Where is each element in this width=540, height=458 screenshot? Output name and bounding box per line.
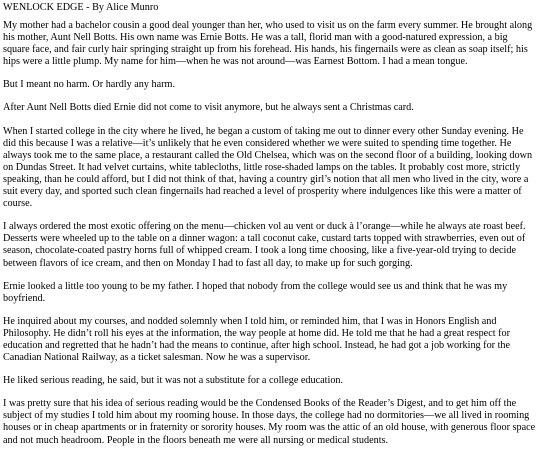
- paragraph: But I meant no harm. Or hardly any harm.: [3, 79, 176, 91]
- paragraph: After Aunt Nell Botts died Ernie did not come to visit anymore, but he always sent a Christmas card.: [3, 102, 414, 114]
- paragraph: He liked serious reading, he said, but it was not a substitute for a college education.: [3, 375, 344, 387]
- paragraph: I always ordered the most exotic offering on the menu—chicken vol au vent or duck à l’orange—while he always ate roast beef. Desserts were wheeled up to the table on a dinner wagon: a tall coconut cake, custard tarts topped with strawberries, even out of season, chocolate-coated pastry horns full of whipped cream. I took a long time choosing, like a five-year-old trying to decide between flavors of ice cream, and then on Monday I had to fast all day, to make up for such gorging.: [3, 221, 526, 269]
- paragraph: He inquired about my courses, and nodded solemnly when I told him, or reminded him, that I was in Honors English and Philosophy. He didn’t roll his eyes at the information, the way people at home did. He told me that he had a great respect for education and regretted that he hadn’t had the means to continue, after high school. Instead, he had got a job working for the Canadian National Railway, as a ticket salesman. Now he was a supervisor.: [3, 315, 511, 364]
- paragraph: I was pretty sure that his idea of serious reading would be the Condensed Books of the Reader’s Digest, and to get him off the subject of my studies I told him about my rooming house. In those days, the college had no dormitories—we all lived in rooming houses or in cheap apartments or in fraternity or sorority houses. My room was the attic of an old house, with generous floor space and not much headroom. People in the floors beneath me were all nursing or medical students.: [3, 398, 536, 446]
- document-title: WENLOCK EDGE - By Alice Munro: [3, 2, 159, 13]
- document-page: [3, 0, 536, 458]
- paragraph: When I started college in the city where he lived, he began a custom of taking me out to dinner every other Sunday evening. He did this because I was a relative—it’s unlikely that he even considered whether we were suited to spending time together. He always took me to the same place, a restaurant called the Old Chelsea, which was on the second floor of a building, looking down on Dundas Street. It had velvet curtains, white tablecloths, little rose-shaded lamps on the tables. It probably cost more, strictly speaking, than he could afford, but I did not think of that, having a country girl’s notion that all men who lived in the city, wore a suit every day, and sported such clean fingernails had reached a level of prosperity where indulgences like this were a matter of course.: [3, 125, 533, 210]
- paragraph: Ernie looked a little too young to be my father. I hoped that nobody from the college would see us and think that he was my boyfriend.: [3, 280, 508, 304]
- paragraph: My mother had a bachelor cousin a good deal younger than her, who used to visit us on the farm every summer. He brought along his mother, Aunt Nell Botts. His own name was Ernie Botts. He was a tall, florid man with a good-natured expression, a big square face, and fair curly hair springing straight up from his forehead. His hands, his fingernails were as clean as soap itself; his hips were a little plump. My name for him—when he was not around—was Earnest Bottom. I had a mean tongue.: [3, 20, 533, 68]
